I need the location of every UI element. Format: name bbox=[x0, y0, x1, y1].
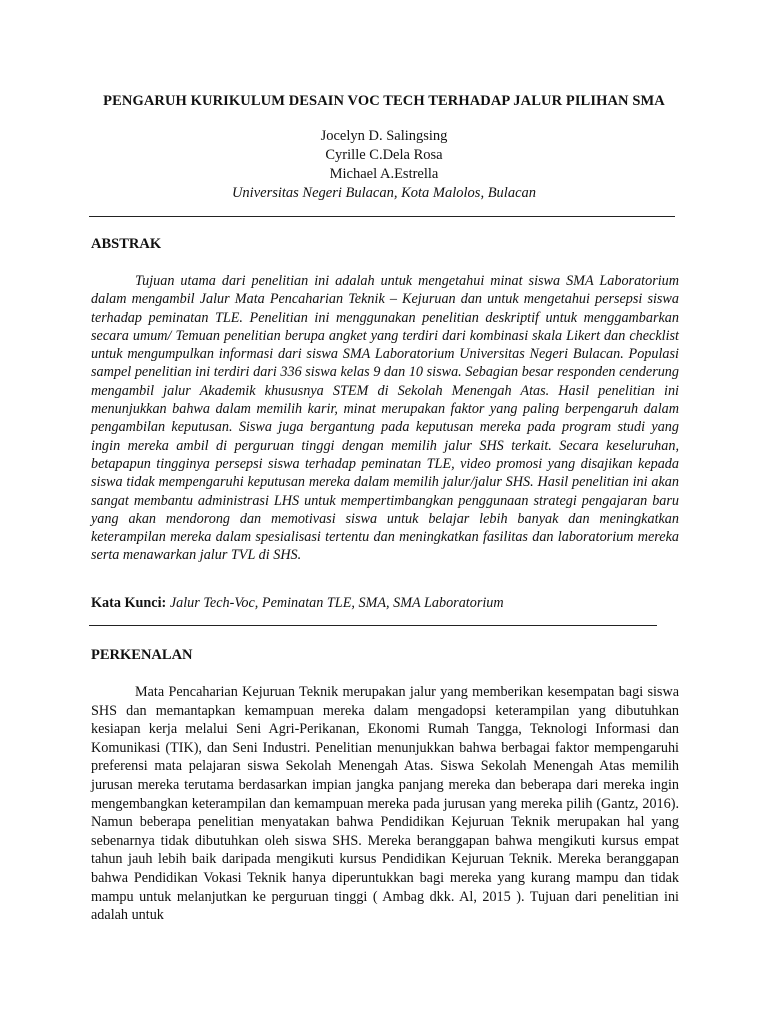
keywords-text: Jalur Tech-Voc, Peminatan TLE, SMA, SMA Laboratorium bbox=[169, 595, 504, 611]
keywords-label: Kata Kunci: bbox=[91, 595, 167, 611]
introduction-heading: PERKENALAN bbox=[91, 647, 193, 663]
author-affiliation: Universitas Negeri Bulacan, Kota Malolos, Bulacan bbox=[231, 185, 537, 201]
author-name: Michael A.Estrella bbox=[329, 166, 439, 182]
abstract-heading: ABSTRAK bbox=[91, 236, 162, 252]
author-block bbox=[60, 127, 708, 203]
divider-bottom bbox=[89, 625, 657, 626]
abstract-text: Tujuan utama dari penelitian ini adalah untuk mengetahui minat siswa SMA Laboratorium dalam mengambil Jalur Mata Pencaharian Teknik – Kejuruan dan untuk mengetahui persepsi siswa terhadap peminatan TLE. Penelitian ini menggunakan penelitian deskriptif untuk menggambarkan secara umum/ Temuan penelitian berupa angket yang terdiri dari kombinasi skala Likert dan checklist untuk mengumpulkan informasi dari siswa SMA Laboratorium Universitas Negeri Bulacan. Populasi sampel penelitian ini terdiri dari 336 siswa kelas 9 dan 10 siswa. Sebagian besar responden cenderung mengambil jalur Akademik khususnya STEM di Sekolah Menengah Atas. Hasil penelitian ini menunjukkan bahwa dalam memilih karir, minat merupakan faktor yang paling berpengaruh dalam pengambilan keputusan. Siswa juga bergantung pada keputusan mereka pada program studi yang ingin mereka ambil di perguruan tinggi dengan memilih jalur SHS terkait. Secara keseluruhan, betapapun tingginya persepsi siswa terhadap peminatan TLE, video promosi yang disajikan kepada siswa tidak mempengaruhi keputusan mereka dalam memilih jalur/jalur SHS. Hasil penelitian ini akan sangat membantu administrasi LHS untuk mempertimbangkan penggunaan strategi pengajaran baru yang akan mendorong dan memotivasi siswa untuk belajar lebih banyak dan meningkatkan keterampilan mereka dalam spesialisasi tertentu dan meningkatkan fasilitas dan laboratorium mereka serta menawarkan jalur TVL di SHS. bbox=[91, 273, 679, 564]
paper-title: PENGARUH KURIKULUM DESAIN VOC TECH TERHADAP JALUR PILIHAN SMA bbox=[103, 93, 665, 109]
keywords-line bbox=[91, 595, 691, 612]
introduction-text: Mata Pencaharian Kejuruan Teknik merupakan jalur yang memberikan kesempatan bagi siswa SHS dan memantapkan kemampuan mereka dalam mengadopsi keterampilan yang dibutuhkan kesiapan kerja melalui Seni Agri-Perikanan, Ekonomi Rumah Tangga, Teknologi Informasi dan Komunikasi (TIK), dan Seni Industri. Penelitian menunjukkan bahwa berbagai faktor mempengaruhi preferensi mata pelajaran siswa Sekolah Menengah Atas. Siswa Sekolah Menengah Atas memilih jurusan mereka terutama berdasarkan impian jangka panjang mereka dan beberapa dari mereka ingin mengembangkan keterampilan dan kemampuan mereka pada jurusan yang mereka pilih (Gantz, 2016). Namun beberapa penelitian menyatakan bahwa Pendidikan Kejuruan Teknik merupakan hal yang sebenarnya tidak dibutuhkan oleh siswa SHS. Mereka beranggapan bahwa mengikuti kursus empat tahun jauh lebih baik daripada mengikuti kursus Pendidikan Kejuruan Teknik. Mereka beranggapan bahwa Pendidikan Vokasi Teknik hanya diperuntukkan bagi mereka yang kurang mampu dan tidak mampu untuk melanjutkan ke perguruan tinggi ( Ambag dkk. Al, 2015 ). Tujuan dari penelitian ini adalah untuk bbox=[91, 684, 679, 924]
author-name: Cyrille C.Dela Rosa bbox=[325, 147, 443, 163]
author-name: Jocelyn D. Salingsing bbox=[320, 128, 448, 144]
divider-top bbox=[89, 216, 675, 217]
